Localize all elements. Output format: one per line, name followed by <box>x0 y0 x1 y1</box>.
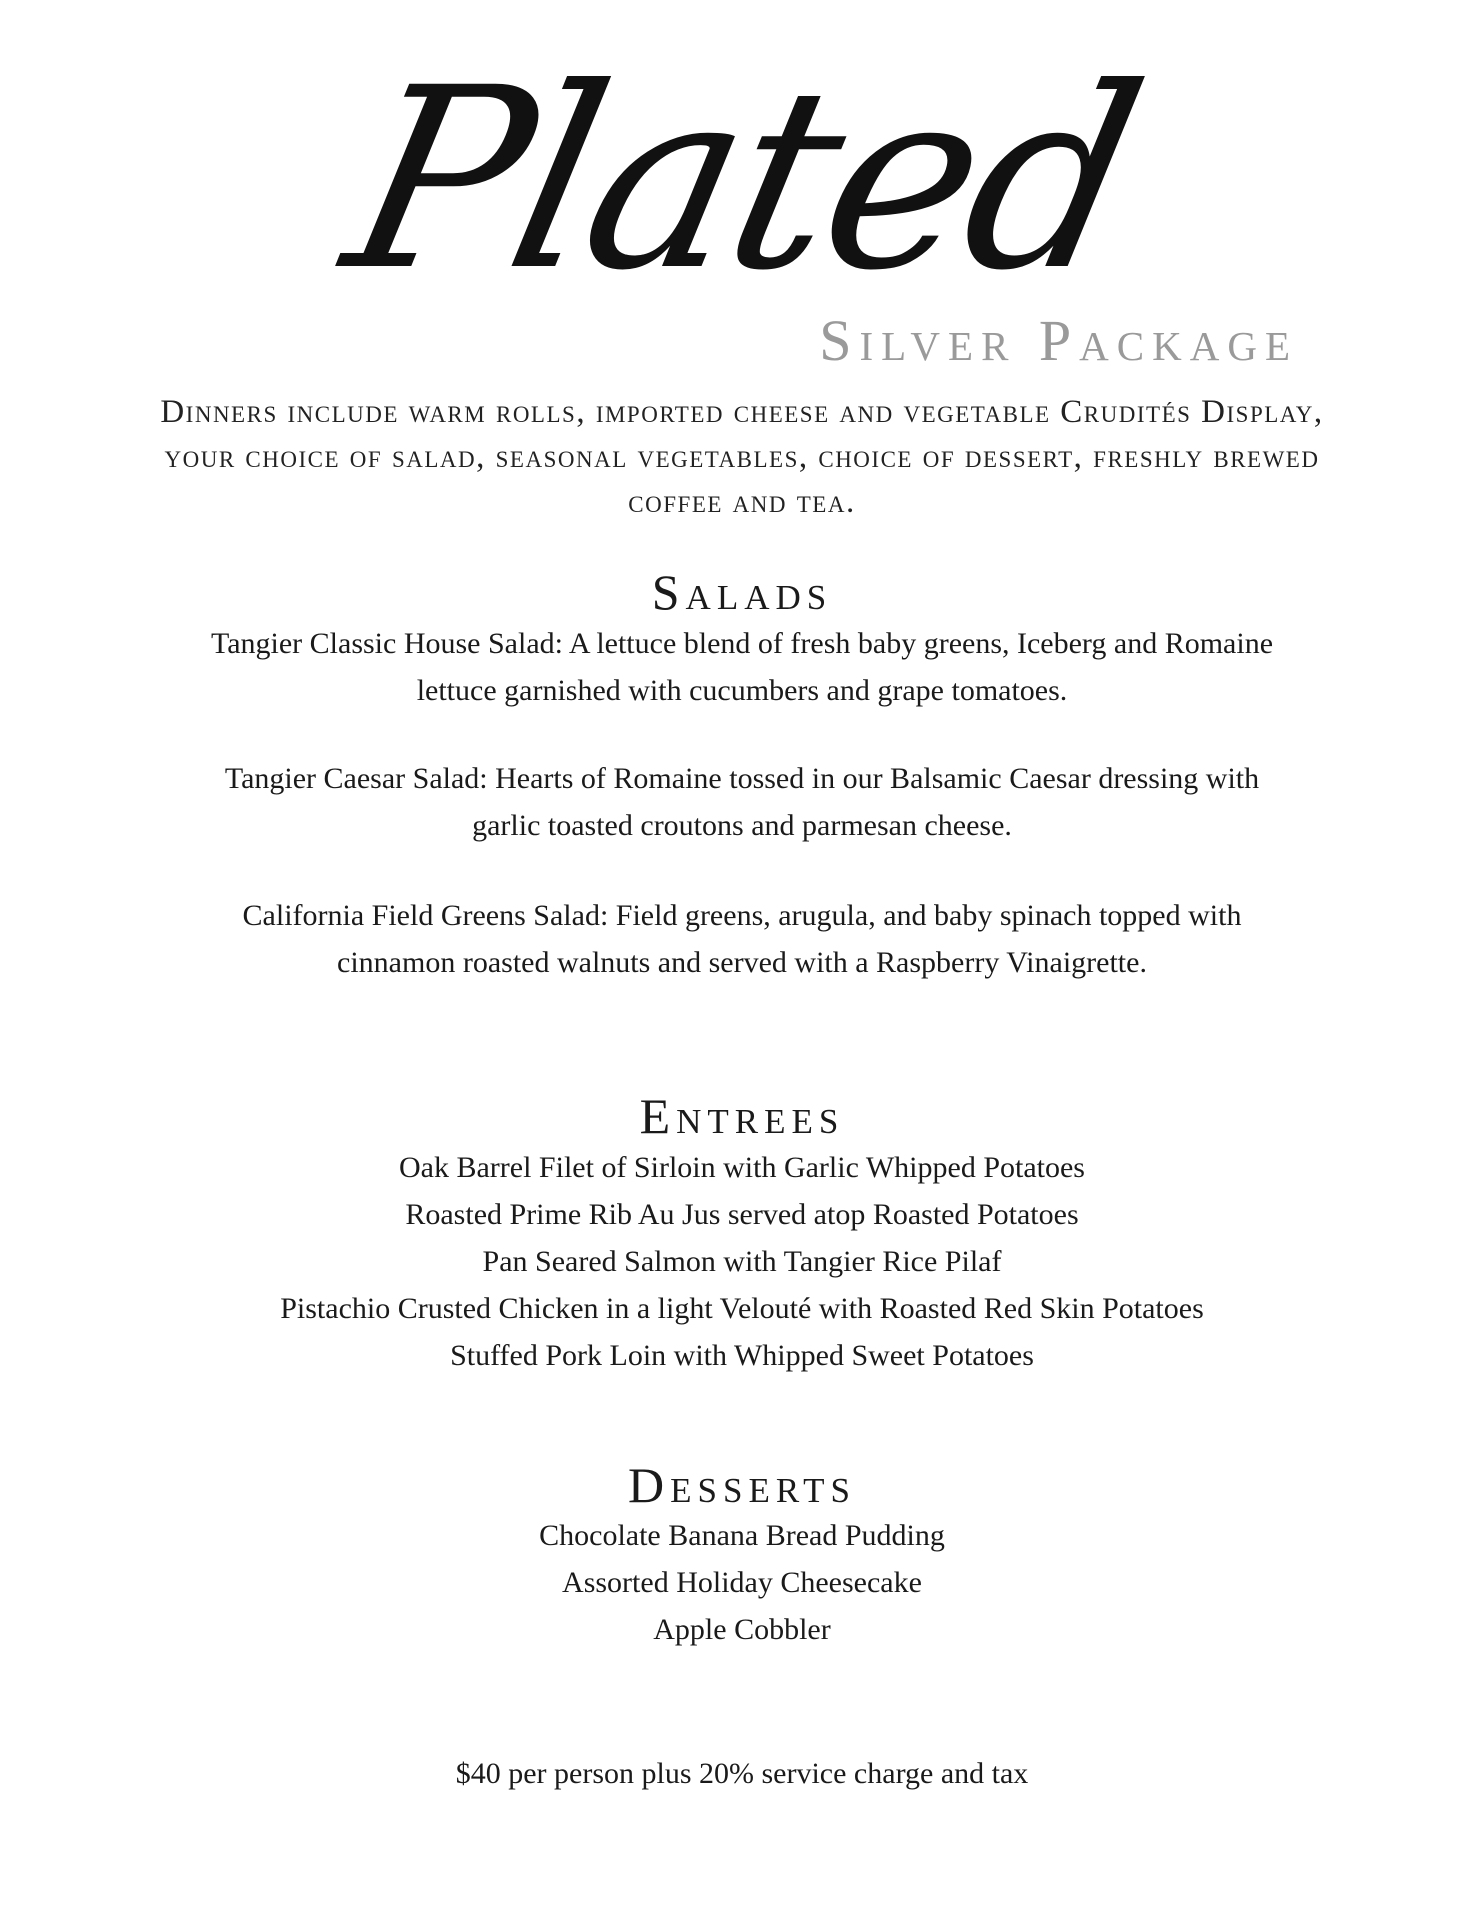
entrees-heading: Entrees <box>639 1088 845 1144</box>
salads-heading: Salads <box>651 564 833 620</box>
package-intro: Dinners include warm rolls, imported cheese and vegetable Crudités Display, your choice of salad, seasonal vegetables, choice of dessert, freshly brewed coffee and tea. <box>160 394 1324 520</box>
package-subtitle: Silver Package <box>819 308 1298 373</box>
entree-item: Oak Barrel Filet of Sirloin with Garlic Whipped Potatoes <box>399 1151 1085 1184</box>
salad-caesar: Tangier Caesar Salad: Hearts of Romaine tossed in our Balsamic Caesar dressing with garlic toasted croutons and parmesan cheese. <box>224 762 1260 842</box>
entree-item: Stuffed Pork Loin with Whipped Sweet Potatoes <box>450 1339 1034 1372</box>
entree-item: Pan Seared Salmon with Tangier Rice Pilaf <box>482 1245 1002 1278</box>
dessert-item: Assorted Holiday Cheesecake <box>562 1566 922 1599</box>
desserts-list <box>100 1512 1384 1653</box>
menu-title: Plated <box>326 34 1158 325</box>
dessert-item: Apple Cobbler <box>653 1613 831 1646</box>
salad-house: Tangier Classic House Salad: A lettuce blend of fresh baby greens, Iceberg and Romaine lettuce garnished with cucumbers and grape tomatoes. <box>210 627 1274 707</box>
desserts-heading: Desserts <box>628 1457 856 1513</box>
entree-item: Pistachio Crusted Chicken in a light Velouté with Roasted Red Skin Potatoes <box>280 1292 1204 1325</box>
entree-item: Roasted Prime Rib Au Jus served atop Roasted Potatoes <box>405 1198 1079 1231</box>
price-note: $40 per person plus 20% service charge and tax <box>455 1757 1029 1790</box>
dessert-item: Chocolate Banana Bread Pudding <box>539 1519 945 1552</box>
salad-field-greens: California Field Greens Salad: Field greens, arugula, and baby spinach topped with cinnamon roasted walnuts and served with a Raspberry Vinaigrette. <box>242 899 1242 979</box>
entrees-list <box>100 1144 1384 1379</box>
